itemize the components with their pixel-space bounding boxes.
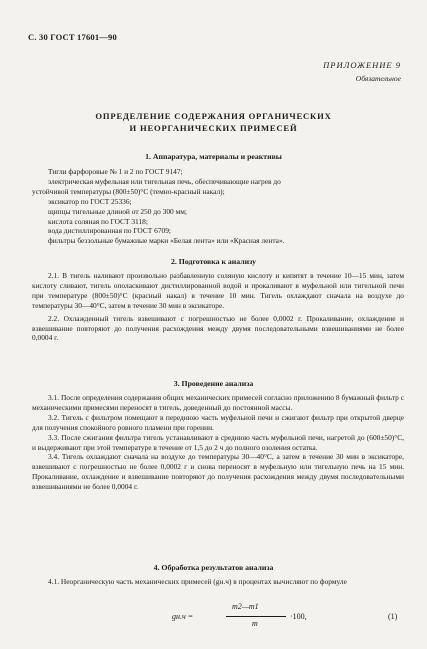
paragraph-2-2: 2.2. Охлажденный тигель взвешивают с погрешностью не более 0,0002 г. Прокаливание, охлаждение и взвешивание повторяют до получения расхождения между двумя последовательными взвешиваниями не более 0,0004 г. xyxy=(32,313,404,343)
formula-numerator: m2—m1 xyxy=(232,602,259,611)
formula-number: (1) xyxy=(388,612,398,621)
section-3-heading: 3. Проведение анализа xyxy=(173,379,254,388)
paragraph-3-3: 3.3. После сжигания фильтра тигель устанавливают в среднюю часть муфельной печи, нагретой до (600±50)°С, и выдерживают при этой температуре в течение от 1,5 до 2 ч до полного озоления остатка. xyxy=(32,432,404,452)
section-4-body xyxy=(32,577,404,587)
list-item: щипцы тигельные длиной от 250 до 300 мм; xyxy=(48,206,187,216)
section-1-heading: 1. Аппаратура, материалы и реактивы xyxy=(145,152,282,161)
formula-lhs: gн.ч = xyxy=(172,612,194,621)
title-line-1: ОПРЕДЕЛЕНИЕ СОДЕРЖАНИЯ ОРГАНИЧЕСКИХ xyxy=(95,111,332,121)
list-item: кислота соляная по ГОСТ 3118; xyxy=(48,216,148,226)
appendix-status: Обязательное xyxy=(355,74,401,83)
list-item: эксикатор по ГОСТ 25336; xyxy=(48,196,132,206)
paragraph-3-4: 3.4. Тигель охлаждают сначала на воздухе до температуры 30—40°С, а затем в течение 30 мин в эксикаторе, взвешивают с погрешностью не более 0,0002 г и снова переносят в муфельную или тигельную печь на 15 мин. Прокаливание, охлаждение и взвешивание повторяют до получения расхождения между двумя последовательными взвешиваниями не более 0,0004 г. xyxy=(32,452,404,492)
title-line-2: И НЕОРГАНИЧЕСКИХ ПРИМЕСЕЙ xyxy=(129,123,298,133)
list-item: фильтры беззольные бумажные марки «Белая лента» или «Красная лента». xyxy=(48,236,285,246)
page-header: С. 30 ГОСТ 17601—90 xyxy=(28,32,117,42)
formula-denominator: m xyxy=(252,619,258,628)
document-title xyxy=(0,110,427,134)
appendix-label: ПРИЛОЖЕНИЕ 9 xyxy=(323,60,401,70)
list-item: Тигли фарфоровые № 1 и 2 по ГОСТ 9147; xyxy=(48,167,183,176)
paragraph-3-2: 3.2. Тигель с фильтром помещают в переднюю часть муфельной печи и сжигают фильтр при открытой дверце для получения спокойного ровного пламени при горении. xyxy=(32,412,404,432)
paragraph-2-1: 2.1. В тигель наливают произвольно разбавленную соляную кислоту и кипятят в течение 10—15 мин, затем кислоту сливают, тигель ополаскивают дистиллированной водой и прокаливают в муфельной или тигельной печи при температуре (800±50)°С (красный накал) в течение 10 мин. Тигель охлаждают сначала на воздухе до температуры 30—40°С, затем в течение 30 мин в эксикаторе. xyxy=(32,271,404,310)
section-4-heading: 4. Обработка результатов анализа xyxy=(153,563,274,572)
list-item: вода дистиллированная по ГОСТ 6709; xyxy=(48,226,171,236)
section-1-list xyxy=(32,167,408,246)
section-2-heading: 2. Подготовка к анализу xyxy=(170,257,257,266)
fraction-bar xyxy=(226,616,286,617)
formula-1 xyxy=(0,602,427,636)
section-3-body xyxy=(32,393,404,492)
paragraph-4-1: 4.1. Неорганическую часть механических примесей (gн.ч) в процентах вычисляют по формуле xyxy=(48,577,347,586)
list-item: электрическая муфельная или тигельная печь, обеспечивающие нагрев до xyxy=(48,176,281,186)
paragraph-3-1: 3.1. После определения содержания общих механических примесей согласно приложению 8 бумажный фильтр с механическими примесями переносят в тигель, доведенный до постоянной массы. xyxy=(32,393,404,412)
formula-multiplier: ·100, xyxy=(290,612,307,621)
list-item: устойчивой температуры (800±50)°С (темно-красный накал); xyxy=(32,186,225,196)
section-2-body xyxy=(32,271,404,343)
